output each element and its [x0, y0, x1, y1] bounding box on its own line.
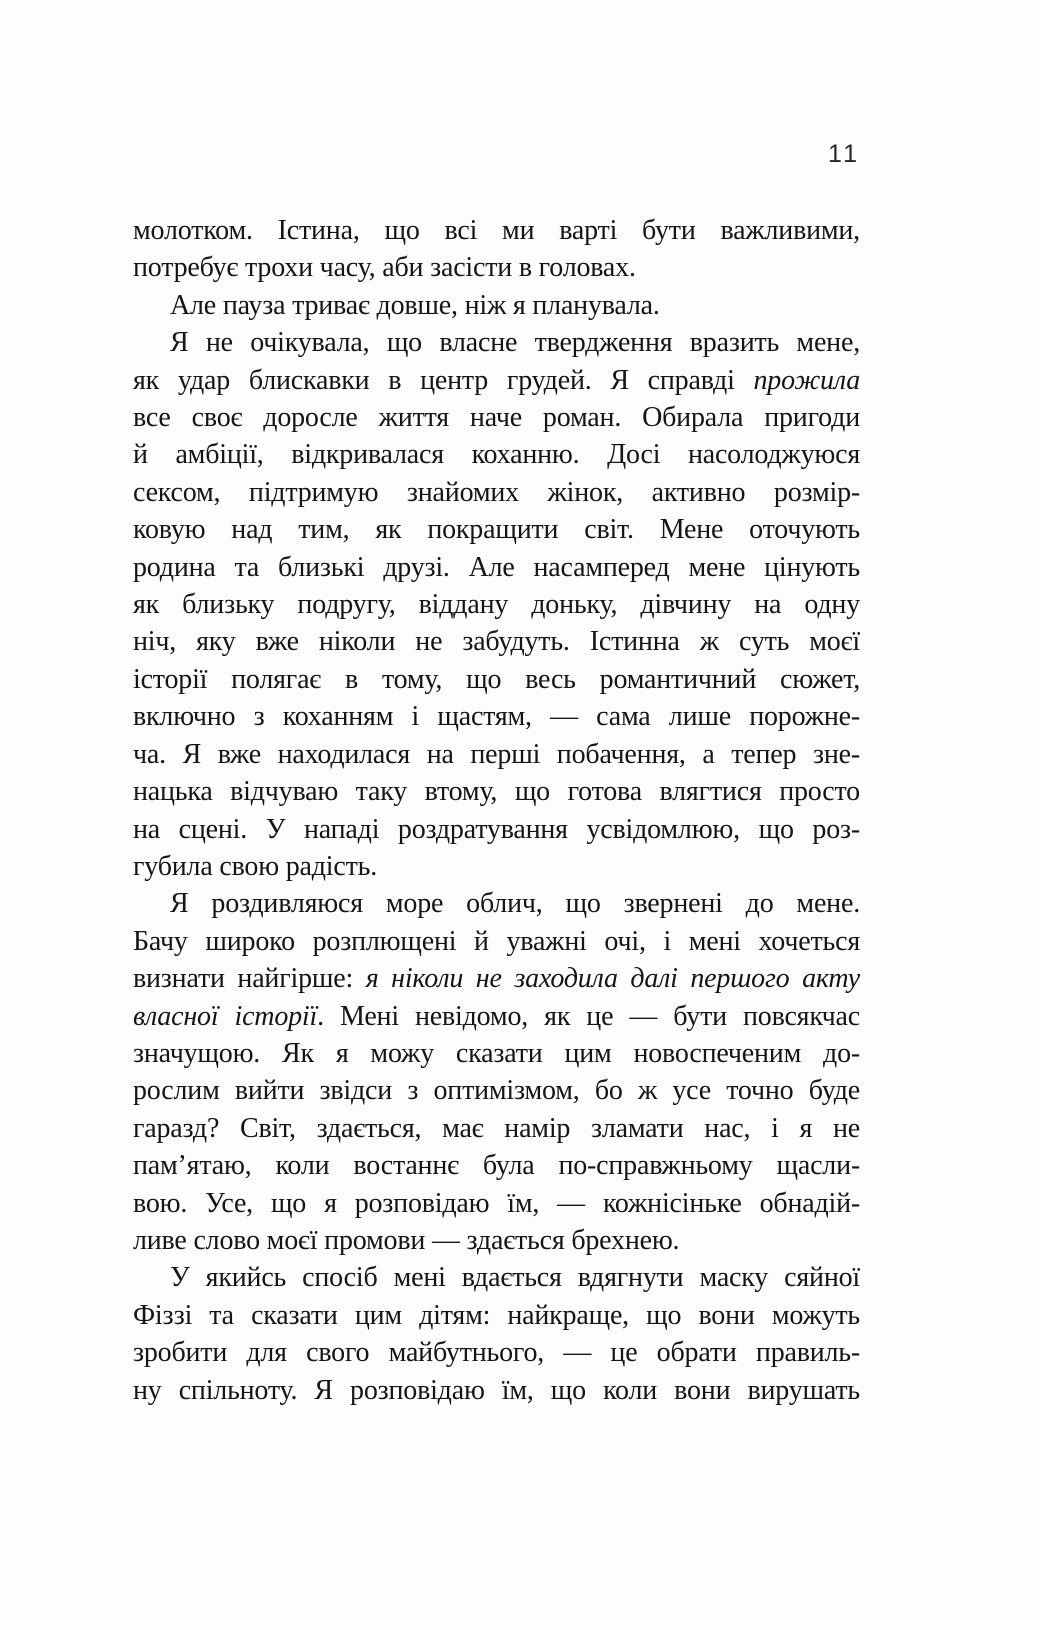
text-line [133, 549, 860, 586]
text-segment: потребує трохи часу, аби засісти в головах. [133, 252, 636, 284]
text-line [133, 1334, 860, 1371]
text-line [133, 474, 860, 511]
text-segment: нацька відчуваю таку втому, що готова влягтися просто [133, 776, 860, 808]
text-segment: пам’ятаю, коли востаннє була по-справжньому щасли- [133, 1150, 860, 1182]
text-segment: молотком. Істина, що всі ми варті бути важливими, [133, 215, 860, 246]
text-segment: ча. Я вже находилася на перші побачення, а тепер зне- [133, 738, 860, 770]
text-line [133, 1372, 860, 1409]
text-segment: на сцені. У нападі роздратування усвідомлюю, що роз- [133, 813, 860, 845]
text-segment: рослим вийти звідси з оптимізмом, бо ж усе точно буде [133, 1075, 860, 1107]
page-number: 11 [828, 140, 860, 168]
text-line [133, 436, 860, 473]
text-segment: зробити для свого майбутнього, — це обрати правиль- [133, 1337, 860, 1369]
text-segment: визнати найгірше: [133, 963, 366, 995]
text-line [133, 698, 860, 735]
text-segment: У якийсь спосіб мені вдається вдягнути маску сяйної [170, 1262, 860, 1294]
text-segment: як близьку подругу, віддану доньку, дівчину на одну [133, 589, 860, 621]
text-line [133, 960, 860, 997]
text-line [133, 923, 860, 960]
text-segment: губила свою радість. [133, 850, 378, 882]
text-segment: ніч, яку вже ніколи не забудуть. Істинна ж суть моєї [133, 626, 860, 658]
text-line [133, 885, 860, 922]
text-segment: ковую над тим, як покращити світ. Мене оточують [133, 514, 860, 546]
text-line [133, 586, 860, 623]
text-segment: значущою. Як я можу сказати цим новоспеченим до- [133, 1037, 860, 1069]
text-line [133, 399, 860, 436]
text-line [133, 249, 860, 286]
text-line [133, 623, 860, 660]
text-segment: й амбіції, відкривалася коханню. Досі насолоджуюся [133, 439, 860, 471]
italic-text: власної історії [133, 1000, 318, 1032]
text-segment: історії полягає в тому, що весь романтичний сюжет, [133, 663, 860, 695]
text-line [133, 1185, 860, 1222]
text-line [133, 998, 860, 1035]
text-line [133, 811, 860, 848]
text-line [133, 773, 860, 810]
text-segment: включно з коханням і щастям, — сама лише порожне- [133, 701, 860, 733]
text-line [133, 1222, 860, 1259]
text-line [133, 848, 860, 885]
italic-text: прожила [753, 364, 860, 396]
text-segment: все своє доросле життя наче роман. Обирала пригоди [133, 402, 860, 434]
text-line [133, 212, 860, 249]
text-line [133, 1035, 860, 1072]
text-line [133, 287, 860, 324]
text-segment: Я не очікувала, що власне твердження вразить мене, [170, 327, 860, 359]
text-segment: родина та близькі друзі. Але насамперед мене цінують [133, 551, 860, 583]
text-line [133, 1297, 860, 1334]
text-line [133, 736, 860, 773]
text-line [133, 661, 860, 698]
text-line [133, 511, 860, 548]
text-segment: . Мені невідомо, як це — бути повсякчас [317, 1000, 860, 1032]
text-line [133, 1072, 860, 1109]
text-segment: Фіззі та сказати цим дітям: найкраще, що вони можуть [133, 1299, 860, 1331]
text-segment: Я роздивляюся море облич, що звернені до мене. [170, 888, 860, 920]
text-segment: вою. Усе, що я розповідаю їм, — кожнісіньке обнадій- [133, 1187, 860, 1219]
text-segment: сексом, підтримую знайомих жінок, активно розмір- [133, 476, 860, 508]
text-line [133, 1147, 860, 1184]
text-segment: ну спільноту. Я розповідаю їм, що коли вони вирушать [133, 1374, 860, 1406]
text-segment: Але пауза триває довше, ніж я планувала. [170, 289, 660, 321]
italic-text: я ніколи не заходила далі першого акту [365, 963, 860, 995]
text-segment: гаразд? Світ, здається, має намір зламати нас, і я не [133, 1112, 860, 1144]
text-line [133, 324, 860, 361]
text-line [133, 362, 860, 399]
page-text [133, 212, 860, 1409]
text-line [133, 1110, 860, 1147]
text-segment: ливе слово моєї промови — здається брехнею. [133, 1224, 680, 1256]
text-segment: як удар блискавки в центр грудей. Я справді [133, 364, 754, 396]
text-line [133, 1259, 860, 1296]
text-segment: Бачу широко розплющені й уважні очі, і мені хочеться [133, 925, 860, 957]
